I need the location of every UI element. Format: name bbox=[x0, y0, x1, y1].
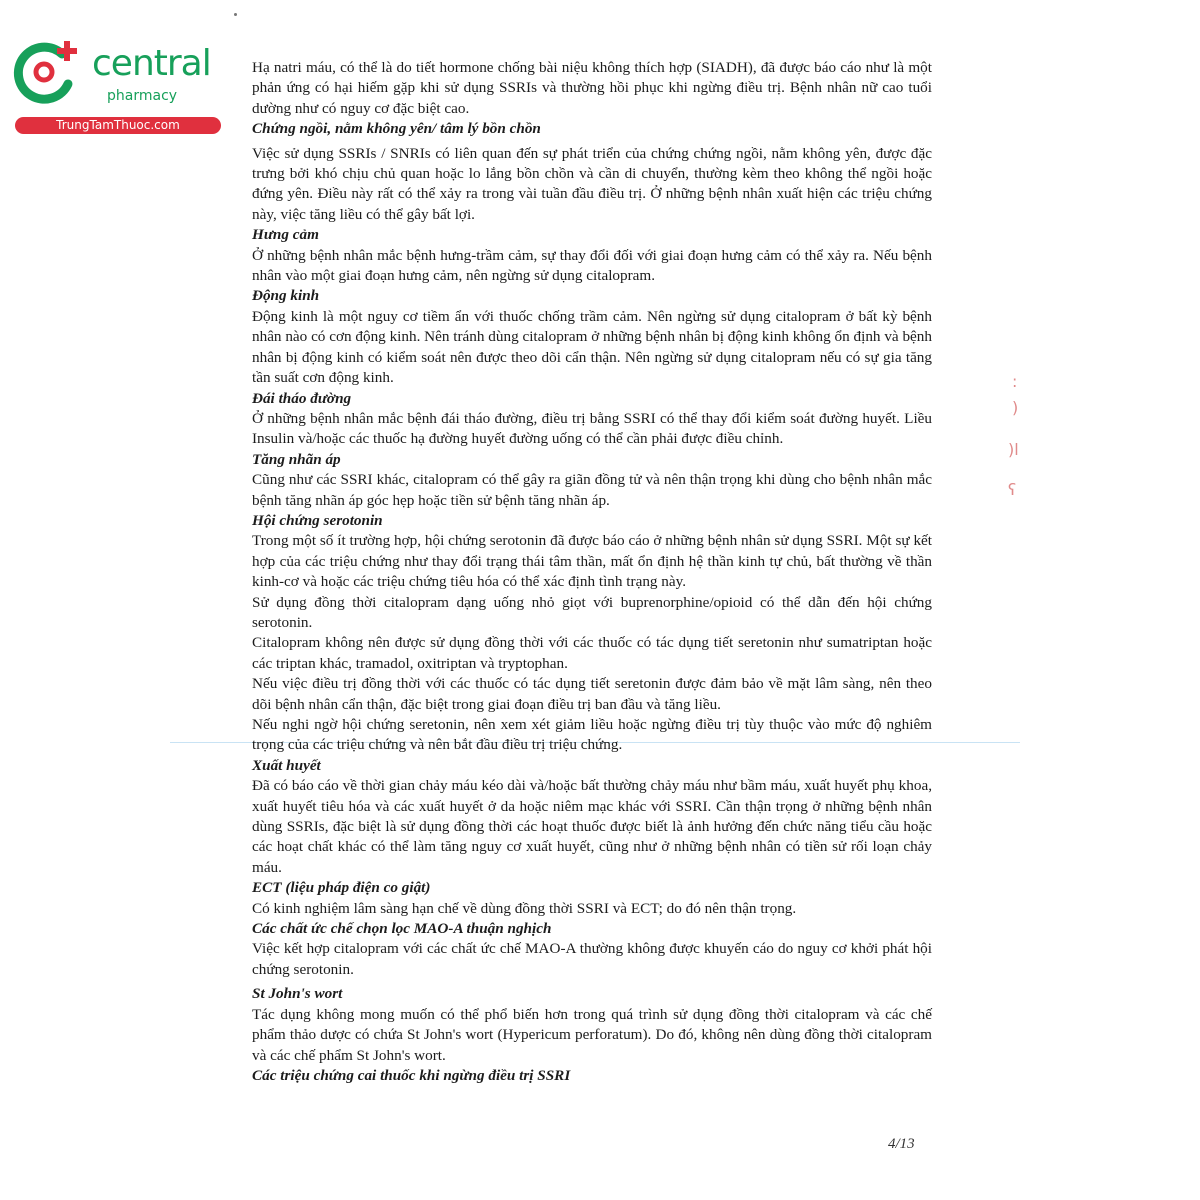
central-pharmacy-logo-icon bbox=[12, 38, 82, 108]
pharmacy-logo bbox=[12, 38, 212, 138]
paragraph-diabetes: Ở những bệnh nhân mắc bệnh đái tháo đường, điều trị bằng SSRI có thể thay đổi kiểm soát đường huyết. Liều Insulin và/hoặc các thuốc hạ đường huyết đường uống có thể cần phải được điều chỉnh. bbox=[252, 409, 932, 448]
heading-glaucoma: Tăng nhãn áp bbox=[252, 450, 341, 468]
paragraph-ect: Có kinh nghiệm lâm sàng hạn chế về dùng đồng thời SSRI và ECT; do đó nên thận trọng. bbox=[252, 899, 797, 917]
paragraph-serotonin-4: Nếu việc điều trị đồng thời với các thuốc có tác dụng tiết seretonin được đảm bảo về mặt lâm sàng, nên theo dõi bệnh nhân cẩn thận, đặc biệt trong giai đoạn điều trị ban đầu và tăng liều. bbox=[252, 675, 932, 713]
margin-stamp-mark: ʕ bbox=[1008, 480, 1017, 499]
heading-akathisia: Chứng ngồi, nằm không yên/ tâm lý bồn chồn bbox=[252, 120, 541, 138]
heading-mania: Hưng cảm bbox=[252, 226, 319, 244]
paragraph-seizure: Động kinh là một nguy cơ tiềm ẩn với thuốc chống trầm cảm. Nên ngừng sử dụng citalopram ở bất kỳ bệnh nhân nào có cơn động kinh. Nên tránh dùng citalopram ở những bệnh nhân bị động kinh không ổn định và bệnh nhân bị động kinh có kiểm soát nên được theo dõi cẩn thận. Nên ngừng sử dụng citalopram nếu có sự gia tăng tần suất cơn động kinh. bbox=[252, 307, 932, 387]
paragraph-st-johns-wort: Tác dụng không mong muốn có thể phổ biến hơn trong quá trình sử dụng đồng thời citalopram và các chế phẩm thảo dược có chứa St John's wort (Hypericum perforatum). Do đó, không nên dùng đồng thời citalopram và các chế phẩm St John's wort. bbox=[252, 1005, 932, 1064]
heading-bleeding: Xuất huyết bbox=[252, 756, 321, 774]
paragraph-hyponatremia: Hạ natri máu, có thể là do tiết hormone chống bài niệu không thích hợp (SIADH), đã được báo cáo như là một phản ứng có hại hiếm gặp khi sử dụng SSRIs và thường hồi phục khi ngừng điều trị. Bệnh nhân nữ cao tuổi dường như có nguy cơ đặc biệt cao. bbox=[252, 59, 932, 117]
margin-stamp-mark: ) bbox=[1012, 398, 1019, 417]
margin-stamp-mark: : bbox=[1012, 372, 1018, 391]
paragraph-glaucoma: Cũng như các SSRI khác, citalopram có thể gây ra giãn đồng tử và nên thận trọng khi dùng cho bệnh nhân mắc bệnh tăng nhãn áp góc hẹp hoặc tiền sử bệnh tăng nhãn áp. bbox=[252, 471, 932, 509]
heading-withdrawal-symptoms: Các triệu chứng cai thuốc khi ngừng điều trị SSRI bbox=[252, 1066, 571, 1084]
paragraph-serotonin-5: Nếu nghi ngờ hội chứng seretonin, nên xem xét giảm liều hoặc ngừng điều trị tùy thuộc vào mức độ nghiêm trọng của các triệu chứng và nên bắt đầu điều trị triệu chứng. bbox=[252, 716, 932, 754]
paragraph-mania: Ở những bệnh nhân mắc bệnh hưng-trầm cảm, sự thay đổi đối với giai đoạn hưng cảm có thể xảy ra. Nếu bệnh nhân vào một giai đoạn hưng cảm, nên ngừng sử dụng citalopram. bbox=[252, 246, 932, 285]
page-number: 4/13 bbox=[888, 1136, 915, 1152]
paragraph-bleeding: Đã có báo cáo về thời gian chảy máu kéo dài và/hoặc bất thường chảy máu như bầm máu, xuất huyết phụ khoa, xuất huyết tiêu hóa và các xuất huyết ở da hoặc niêm mạc khác với SSRI. Cần thận trọng ở những bệnh nhân dùng SSRIs, đặc biệt là sử dụng đồng thời các hoạt thuốc được biết là ảnh hưởng đến chức năng tiểu cầu hoặc các hoạt chất khác có thể làm tăng nguy cơ xuất huyết, cũng như ở những bệnh nhân có tiền sử rối loạn chảy máu. bbox=[252, 777, 932, 876]
document-body bbox=[252, 58, 932, 1086]
logo-subtitle: pharmacy bbox=[107, 88, 178, 104]
heading-mao-a-inhibitors: Các chất ức chế chọn lọc MAO-A thuận nghịch bbox=[252, 920, 552, 938]
paragraph-serotonin-3: Citalopram không nên được sử dụng đồng thời với các thuốc có tác dụng tiết seretonin như sumatriptan hoặc các triptan khác, tramadol, oxitriptan và tryptophan. bbox=[252, 634, 932, 672]
heading-serotonin-syndrome: Hội chứng serotonin bbox=[252, 511, 383, 529]
heading-seizure: Động kinh bbox=[252, 287, 320, 305]
paragraph-akathisia: Việc sử dụng SSRIs / SNRIs có liên quan đến sự phát triển của chứng chứng ngồi, nằm không yên, được đặc trưng bởi khó chịu chủ quan hoặc lo lắng bồn chồn và cần di chuyển, thường kèm theo không thể ngồi hoặc đứng yên. Điều này rất có thể xảy ra trong vài tuần đầu điều trị. Ở những bệnh nhân xuất hiện các triệu chứng này, việc tăng liều có thể gây bất lợi. bbox=[252, 144, 932, 223]
logo-wordmark: central bbox=[92, 43, 211, 84]
paragraph-serotonin-2: Sử dụng đồng thời citalopram dạng uống nhỏ giọt với buprenorphine/opioid có thể dẫn đến hội chứng serotonin. bbox=[252, 593, 932, 631]
logo-website-banner: TrungTamThuoc.com bbox=[15, 117, 221, 134]
heading-ect: ECT (liệu pháp điện co giật) bbox=[252, 879, 431, 897]
margin-stamp-mark: )l bbox=[1008, 440, 1019, 459]
paragraph-serotonin-1: Trong một số ít trường hợp, hội chứng serotonin đã được báo cáo ở những bệnh nhân sử dụng SSRI. Một sự kết hợp của các triệu chứng như thay đổi trạng thái tâm thần, mất ổn định hệ thần kinh tự chủ, bất thường về thần kinh-cơ và hoặc các triệu chứng tiêu hóa có thể xác định tình trạng này. bbox=[252, 532, 932, 591]
scan-speck bbox=[234, 13, 237, 16]
heading-st-johns-wort: St John's wort bbox=[252, 985, 343, 1003]
heading-diabetes: Đái tháo đường bbox=[252, 389, 352, 407]
paragraph-mao-a-inhibitors: Việc kết hợp citalopram với các chất ức chế MAO-A thường không được khuyến cáo do nguy cơ khởi phát hội chứng serotonin. bbox=[252, 940, 932, 978]
